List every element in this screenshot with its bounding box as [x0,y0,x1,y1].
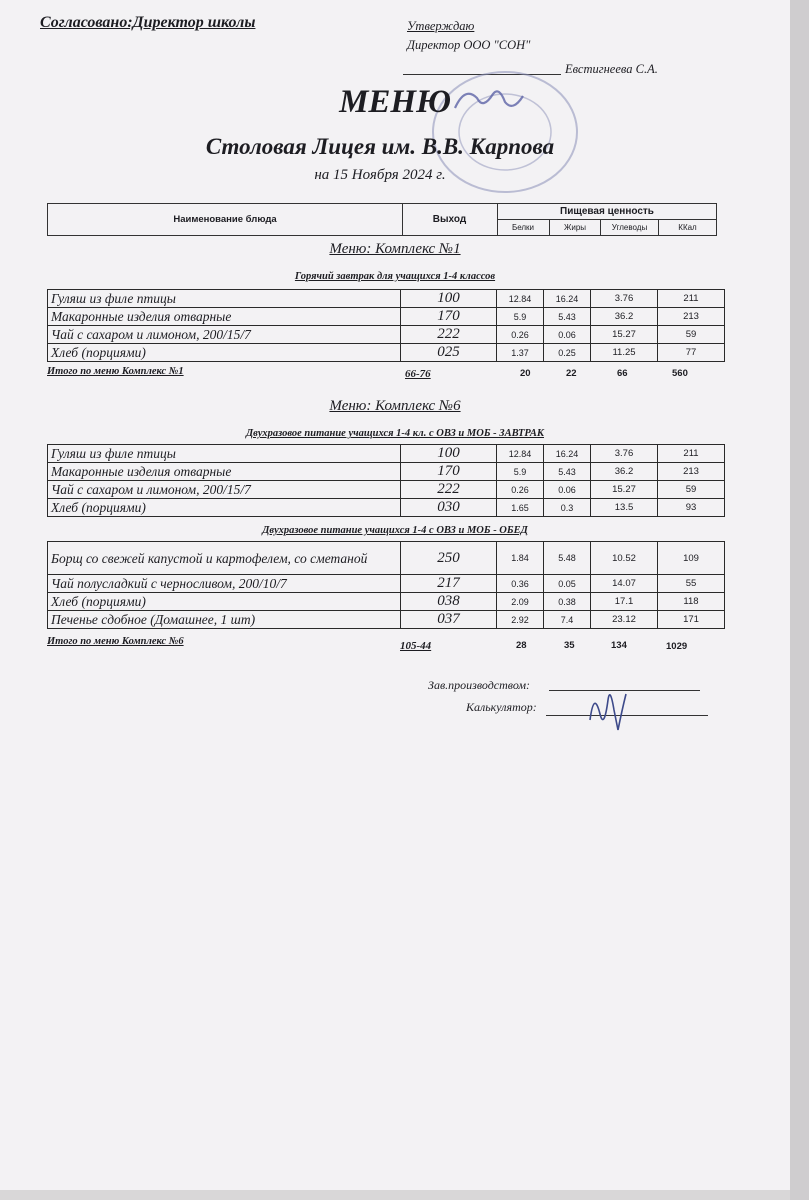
menu6-title: Меню: Комплекс №6 [329,398,461,414]
menu1-total-carbs: 66 [617,368,628,379]
menu1-table [47,289,725,362]
menu1-total-fats: 22 [566,368,577,379]
table-row: Гуляш из филе птицы 100 12.84 16.24 3.76 211 [48,445,725,463]
menu6-total-fats: 35 [564,640,575,651]
approved-by-school: Согласовано:Директор школы [40,14,256,31]
table-row: Макаронные изделия отварные 170 5.9 5.43 36.2 213 [48,463,725,481]
background-surface [790,0,809,1200]
calculator-label: Калькулятор: [466,700,537,714]
menu1-section: Горячий завтрак для учащихся 1-4 классов [294,271,496,282]
production-manager-label: Зав.производством: [428,678,531,692]
menu6-total-price: 105-44 [400,640,432,652]
col-name-header: Наименование блюда [48,204,403,235]
menu6-lunch-section: Двухразовое питание учащихся 1-4 с ОВЗ и МОБ - ОБЕД [262,525,528,536]
handwritten-signature [580,680,636,736]
menu-date: на 15 Ноября 2024 г. [314,167,446,183]
signer-name: Евстигнеева С.А. [565,62,658,76]
menu6-total-proteins: 28 [516,640,527,651]
table-row: Печенье сдобное (Домашнее, 1 шт) 037 2.92 7.4 23.12 171 [48,611,725,629]
menu6-total-kcal: 1029 [666,641,688,652]
menu1-total-proteins: 20 [520,368,531,379]
canteen-name: Столовая Лицея им. В.В. Карпова [205,134,555,159]
menu1-total-label: Итого по меню Комплекс №1 [47,366,184,377]
menu6-breakfast-section: Двухразовое питание учащихся 1-4 кл. с ОВЗ и МОБ - ЗАВТРАК [245,428,545,439]
menu6-breakfast-table [47,444,725,517]
table-row: Хлеб (порциями) 030 1.65 0.3 13.5 93 [48,499,725,517]
page-title: МЕНЮ [339,84,451,120]
menu6-total-carbs: 134 [611,640,627,651]
menu1-total-price: 66-76 [405,368,431,380]
table-row: Хлеб (порциями) 025 1.37 0.25 11.25 77 [48,344,725,362]
col-kcal-header: ККал [678,223,697,232]
col-fats-header: Жиры [550,220,601,235]
approve-caption: Утверждаю [407,19,475,33]
table-row: Чай с сахаром и лимоном, 200/15/7 222 0.26 0.06 15.27 59 [48,481,725,499]
col-nutrition-header: Пищевая ценность [497,204,717,220]
col-carbs-header: Углеводы [601,220,659,235]
table-row: Хлеб (порциями) 038 2.09 0.38 17.1 118 [48,593,725,611]
col-output-header: Выход [402,204,498,235]
table-row: Чай с сахаром и лимоном, 200/15/7 222 0.26 0.06 15.27 59 [48,326,725,344]
table-row: Чай полусладкий с черносливом, 200/10/7 217 0.36 0.05 14.07 55 [48,575,725,593]
col-proteins-header: Белки [497,220,550,235]
table-row: Борщ со свежей капустой и картофелем, со сметаной 250 1.84 5.48 10.52 109 [48,542,725,575]
menu6-lunch-table [47,541,725,629]
director-caption: Директор ООО "СОН" [407,38,531,52]
table-header [47,203,717,236]
menu1-title: Меню: Комплекс №1 [329,241,461,257]
table-row: Гуляш из филе птицы 100 12.84 16.24 3.76 211 [48,290,725,308]
menu1-total-kcal: 560 [672,368,688,379]
table-row: Макаронные изделия отварные 170 5.9 5.43 36.2 213 [48,308,725,326]
menu6-total-label: Итого по меню Комплекс №6 [47,636,184,647]
